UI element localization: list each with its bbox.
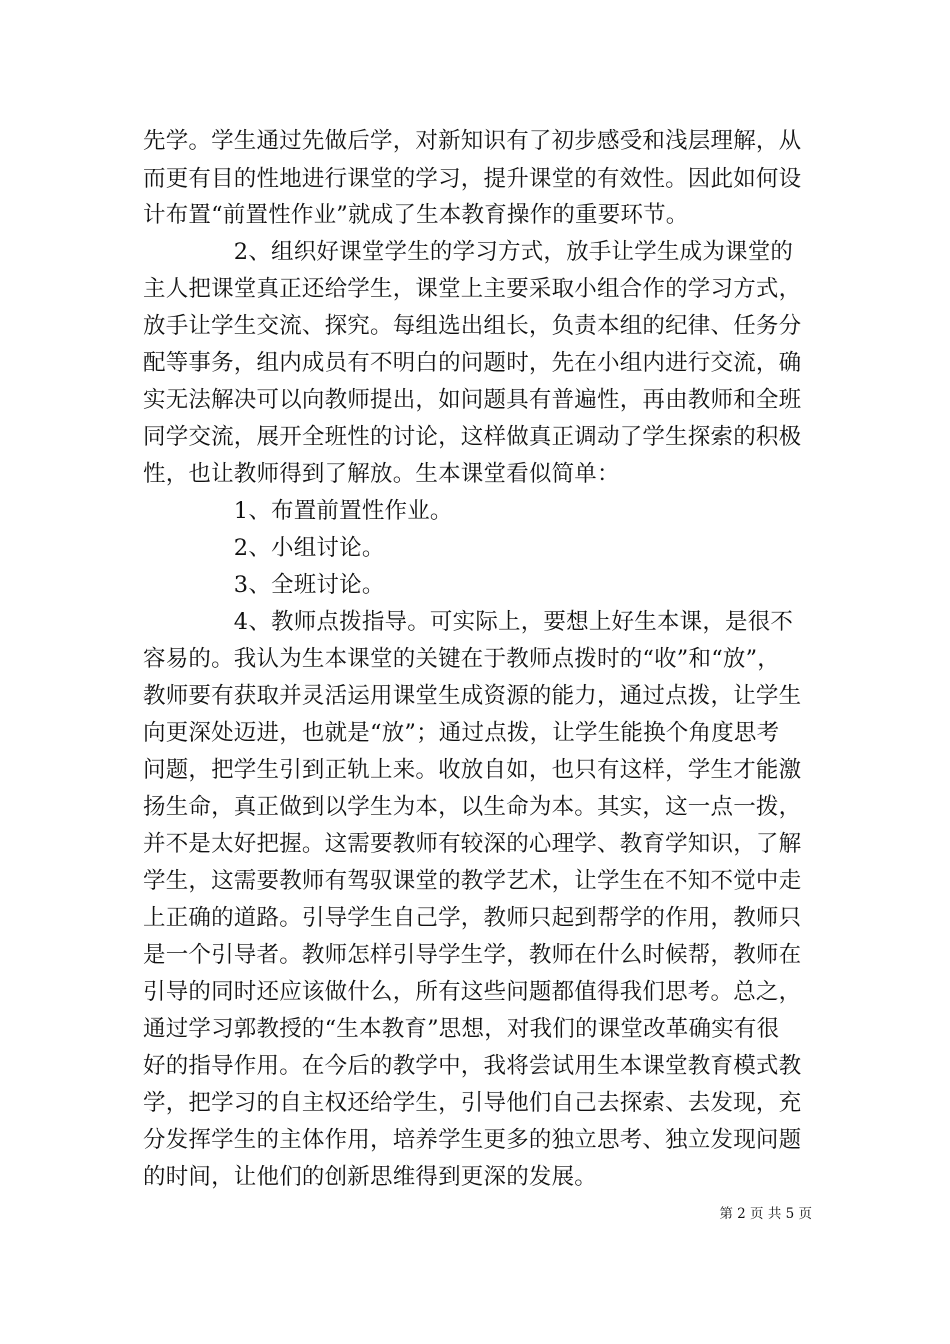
text-line: 容易的。我认为生本课堂的关键在于教师点拨时的“收”和“放”， [143,646,781,672]
text-line: 2、组织好课堂学生的学习方式，放手让学生成为课堂的 [143,239,794,265]
text-line: 并不是太好把握。这需要教师有较深的心理学、教育学知识，了解 [143,831,802,857]
text-line: 问题，把学生引到正轨上来。收放自如，也只有这样，学生才能激 [143,757,802,783]
text-line: 引导的同时还应该做什么，所有这些问题都值得我们思考。总之， [143,979,802,1005]
text-line: 3、全班讨论。 [143,572,385,598]
text-line: 同学交流，展开全班性的讨论，这样做真正调动了学生探索的积极 [143,424,802,450]
text-line: 向更深处迈进，也就是“放”；通过点拨，让学生能换个角度思考 [143,720,780,746]
text-line: 好的指导作用。在今后的教学中，我将尝试用生本课堂教育模式教 [143,1053,802,1079]
text-line: 学生，这需要教师有驾驭课堂的教学艺术，让学生在不知不觉中走 [143,868,802,894]
text-line: 的时间，让他们的创新思维得到更深的发展。 [143,1164,598,1190]
text-line: 通过学习郭教授的“生本教育”思想，对我们的课堂改革确实有很 [143,1016,780,1042]
text-line: 主人把课堂真正还给学生，课堂上主要采取小组合作的学习方式， [143,276,802,302]
text-line: 放手让学生交流、探究。每组选出组长，负责本组的纪律、任务分 [143,313,802,339]
text-line: 4、教师点拨指导。可实际上，要想上好生本课，是很不 [143,609,794,635]
text-line: 先学。学生通过先做后学，对新知识有了初步感受和浅层理解，从 [143,128,802,154]
text-line: 性，也让教师得到了解放。生本课堂看似简单： [143,461,620,487]
text-line: 上正确的道路。引导学生自己学，教师只起到帮学的作用，教师只 [143,905,802,931]
text-line: 分发挥学生的主体作用，培养学生更多的独立思考、独立发现问题 [143,1127,802,1153]
text-line: 是一个引导者。教师怎样引导学生学，教师在什么时候帮，教师在 [143,942,802,968]
text-line: 2、小组讨论。 [143,535,385,561]
text-line: 计布置“前置性作业”就成了生本教育操作的重要环节。 [143,202,689,228]
text-line: 学，把学习的自主权还给学生，引导他们自己去探索、去发现，充 [143,1090,802,1116]
text-line: 而更有目的性地进行课堂的学习，提升课堂的有效性。因此如何设 [143,166,802,192]
text-line: 教师要有获取并灵活运用课堂生成资源的能力，通过点拨，让学生 [143,683,802,709]
page-number-footer: 第 2 页 共 5 页 [719,1206,812,1222]
text-line: 扬生命，真正做到以学生为本，以生命为本。其实，这一点一拨， [143,794,802,820]
text-line: 配等事务，组内成员有不明白的问题时，先在小组内进行交流，确 [143,350,802,376]
text-line: 1、布置前置性作业。 [143,498,453,524]
text-line: 实无法解决可以向教师提出，如问题具有普遍性，再由教师和全班 [143,387,802,413]
